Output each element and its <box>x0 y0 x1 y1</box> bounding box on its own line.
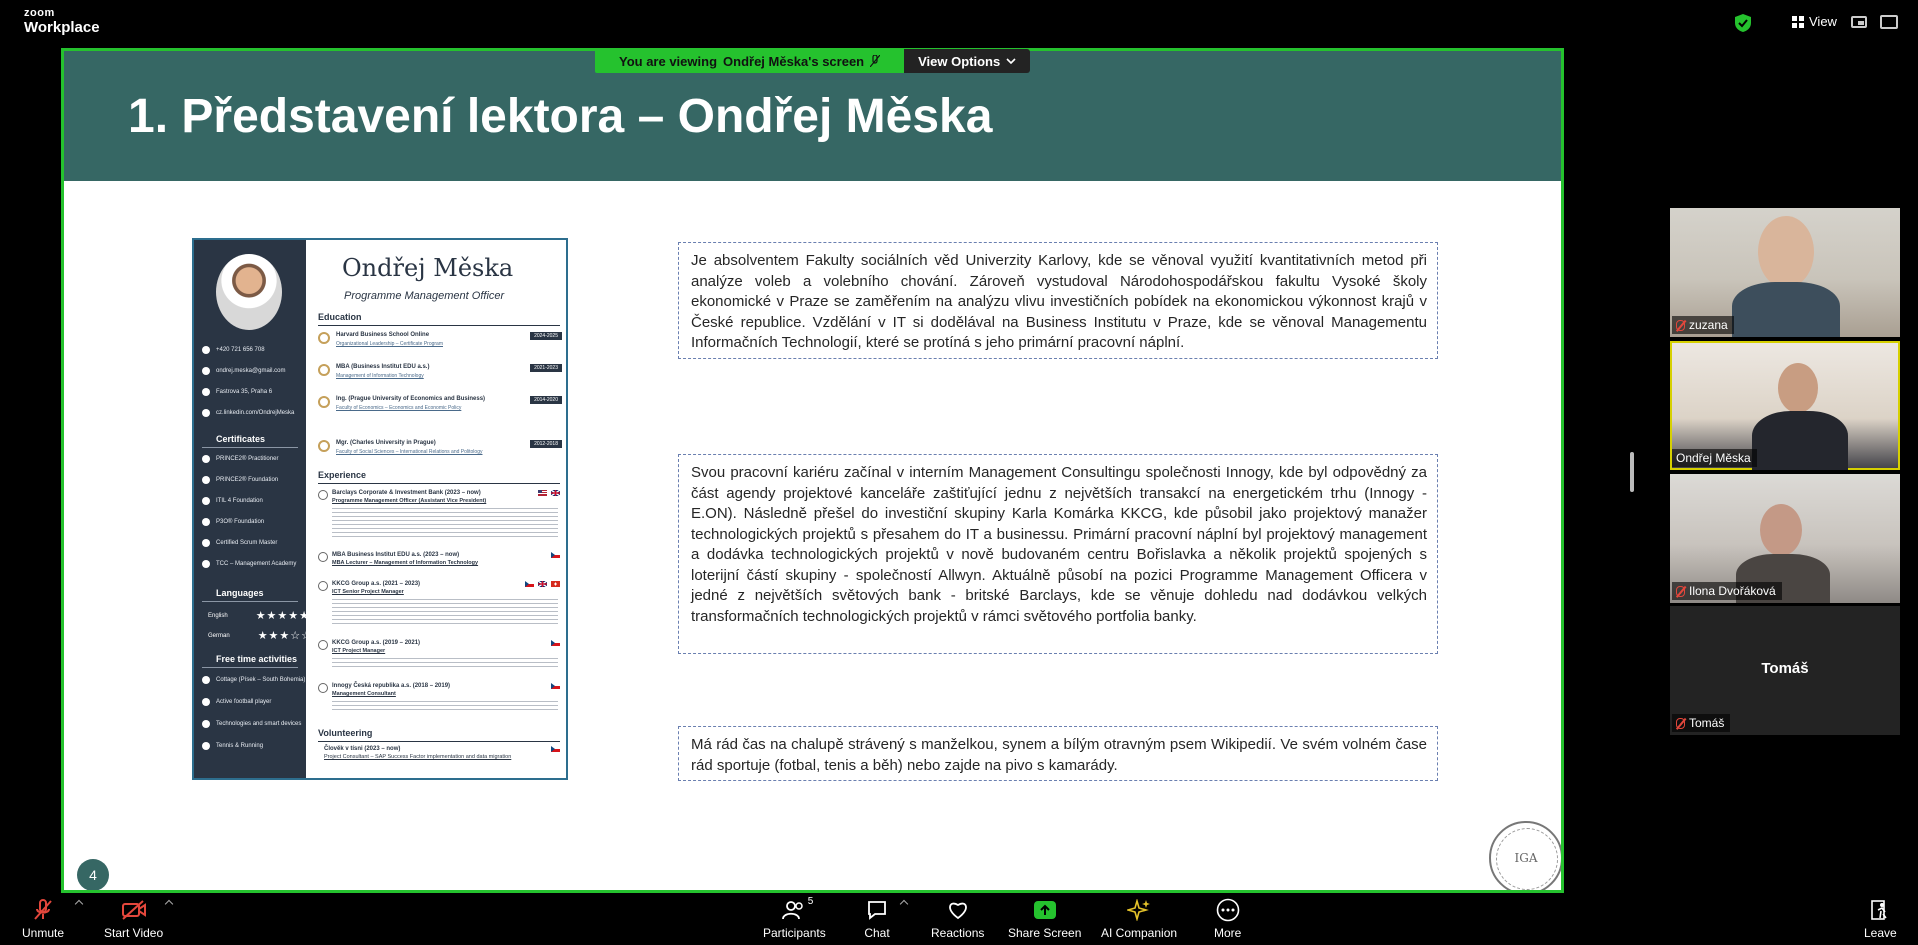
cv-volunteering-heading: Volunteering <box>318 728 373 738</box>
cv-language <box>208 629 312 642</box>
rating-stars-icon: ★★★★★ <box>255 610 310 622</box>
viewing-indicator <box>595 49 904 73</box>
cv-contact <box>202 346 265 354</box>
ch-flag-icon <box>551 581 560 587</box>
share-screen-button[interactable] <box>1008 899 1081 940</box>
cz-flag-icon <box>551 746 560 752</box>
participants-icon <box>781 896 814 921</box>
cv-certificate <box>202 539 277 547</box>
check-icon <box>202 518 210 526</box>
start-video-label: Start Video <box>104 926 164 940</box>
cv-certificate-text: TCC – Management Academy <box>216 561 297 567</box>
cv-contact-text: cz.linkedin.com/OndrejMeska <box>216 410 295 416</box>
cv-hobby <box>202 720 301 728</box>
cv-certificate <box>202 560 296 568</box>
zoom-logo <box>24 8 100 35</box>
chevron-down-icon <box>1006 58 1016 64</box>
bio-education-text: Je absolventem Fakulty sociálních věd Univerzity Karlovy, kde se věnoval využití kvantitativních metod při analýze voleb a volebního chování. Zároveň vystudoval Národohospodářskou fakultu Vysoké školy ekonomické v Praze se zaměřením na analýzu vlivu investičních pobídek na ekonomickou výkonnost krajů v České republice. Vzdělání v IT si dodělával na Business Institutu v Praze, kde se věnoval Managementu Informačních Technologií, které se protíná s jeho primární pracovní náplní. <box>678 242 1438 359</box>
more-icon <box>1215 899 1241 921</box>
cv-edu-years: 2021-2023 <box>530 364 562 372</box>
encryption-shield-icon[interactable] <box>1735 14 1751 32</box>
participants-label: Participants <box>763 926 826 940</box>
mic-muted-icon <box>1676 320 1685 331</box>
cv-role: Programme Management Officer <box>344 290 505 302</box>
cv-certificate-text: PRINCE2® Foundation <box>216 477 279 483</box>
fullscreen-icon[interactable] <box>1880 15 1898 29</box>
cv-education-heading: Education <box>318 312 362 322</box>
cv-certificate-text: ITIL 4 Foundation <box>216 498 263 504</box>
cv-contact-text: +420 721 656 708 <box>216 347 265 353</box>
participant-video <box>1758 216 1814 288</box>
cv-contact-text: ondrej.meska@gmail.com <box>216 368 286 374</box>
top-bar <box>0 0 1918 48</box>
cv-exp-company: MBA Business Institut EDU a.s. (2023 – now) <box>332 552 460 558</box>
sharing-banner <box>595 49 1030 73</box>
participant-name: Tomáš <box>1689 716 1725 730</box>
divider <box>318 483 560 484</box>
chat-options-caret-icon[interactable] <box>900 900 908 908</box>
bio-personal-text: Má rád čas na chalupě strávený s manželkou, synem a bílým otravným psem Wikipedií. Ve svém volném čase rád sportuje (fotbal, tenis a běh) nebo zajde na pivo s kamarády. <box>678 726 1438 781</box>
cv-certificate <box>202 476 278 484</box>
start-video-button[interactable] <box>104 899 163 940</box>
reactions-button[interactable] <box>931 899 984 940</box>
cv-hobby-text: Tennis & Running <box>216 743 264 749</box>
cv-edu-school: Ing. (Prague University of Economics and Business) <box>336 396 486 402</box>
participant-video <box>1760 504 1802 556</box>
cv-exp-position: Programme Management Officer (Assistant Vice President) <box>332 498 487 504</box>
avatar <box>216 254 282 330</box>
cv-edu-detail: Faculty of Economics – Economics and Economic Policy <box>336 405 462 411</box>
linkedin-icon <box>202 409 210 417</box>
cv-sidebar <box>194 240 312 778</box>
devices-icon <box>202 720 210 728</box>
cv-certificate <box>202 518 264 526</box>
cv-edu-school: MBA (Business Institut EDU a.s.) <box>336 364 430 370</box>
cv-language-name: English <box>208 612 228 619</box>
participants-count: 5 <box>807 896 814 907</box>
ai-companion-button[interactable] <box>1101 899 1177 940</box>
education-icon <box>318 396 330 408</box>
participant-name: Ondřej Měska <box>1676 451 1751 465</box>
view-options-button[interactable] <box>904 49 1030 73</box>
cv-experience-heading: Experience <box>318 470 367 480</box>
participants-button[interactable] <box>763 896 826 940</box>
us-flag-icon <box>538 490 547 496</box>
slide-title: 1. Představení lektora – Ondřej Měska <box>128 90 993 143</box>
participant-name: zuzana <box>1689 318 1728 332</box>
cv-edu-school: Mgr. (Charles University in Prague) <box>336 440 436 446</box>
participant-video <box>1778 363 1818 413</box>
check-icon <box>202 476 210 484</box>
divider <box>318 325 560 326</box>
cv-vol-org: Člověk v tísni (2023 – now) <box>324 746 401 752</box>
participant-name: Ilona Dvořáková <box>1689 584 1776 598</box>
cv-main <box>312 240 566 778</box>
cv-exp-description <box>332 699 558 711</box>
presenter-name: Ondřej Měska's screen <box>723 53 865 69</box>
mail-icon <box>202 367 210 375</box>
cv-contact-text: Fastrova 35, Praha 6 <box>216 389 273 395</box>
video-tile[interactable] <box>1670 208 1900 337</box>
cv-certificate <box>202 455 278 463</box>
divider <box>202 667 298 668</box>
unmute-button[interactable] <box>22 899 64 940</box>
meeting-toolbar <box>0 893 1918 945</box>
grid-icon <box>1792 16 1804 28</box>
video-tile[interactable] <box>1670 606 1900 735</box>
job-icon <box>318 552 328 562</box>
cv-contact <box>202 388 272 396</box>
cv-free-time-heading: Free time activities <box>216 654 298 664</box>
chat-button[interactable] <box>864 899 890 940</box>
cv-exp-description <box>332 506 558 540</box>
cz-flag-icon <box>551 552 560 558</box>
participant-name-tag <box>1672 582 1782 600</box>
slide-page-number: 4 <box>77 859 109 891</box>
chat-label: Chat <box>864 926 890 940</box>
cv-language-name: German <box>208 632 230 639</box>
cv-hobby <box>202 698 271 706</box>
participant-display-name: Tomáš <box>1761 660 1809 677</box>
cv-name: Ondřej Měska <box>342 254 514 282</box>
video-options-caret-icon[interactable] <box>165 900 173 908</box>
job-icon <box>318 640 328 650</box>
cv-hobby <box>202 676 305 684</box>
cv-edu-years: 2012-2018 <box>530 440 562 448</box>
phone-icon <box>202 346 210 354</box>
tennis-icon <box>202 742 210 750</box>
divider <box>318 741 560 742</box>
education-icon <box>318 332 330 344</box>
cv-languages-heading: Languages <box>216 588 264 598</box>
cv-exp-position: MBA Lecturer – Management of Information Technology <box>332 560 479 566</box>
view-label: View <box>1809 14 1837 29</box>
football-icon <box>202 698 210 706</box>
video-tile-active-speaker[interactable] <box>1670 341 1900 470</box>
cv-edu-detail: Management of Information Technology <box>336 373 424 379</box>
cv-exp-description <box>332 656 558 668</box>
cv-image <box>192 238 568 780</box>
share-screen-label: Share Screen <box>1008 926 1082 940</box>
video-off-icon <box>121 899 147 921</box>
cv-contact <box>202 367 285 375</box>
cv-exp-company: KKCG Group a.s. (2021 – 2023) <box>332 581 421 587</box>
chat-icon <box>864 899 890 921</box>
unmute-label: Unmute <box>22 926 65 940</box>
participant-name-tag <box>1672 316 1734 334</box>
check-icon <box>202 539 210 547</box>
leave-icon <box>1867 899 1893 921</box>
more-label: More <box>1214 926 1242 940</box>
view-button[interactable] <box>1792 14 1837 29</box>
audio-options-caret-icon[interactable] <box>75 900 83 908</box>
cv-hobby <box>202 742 263 750</box>
divider <box>202 601 298 602</box>
cv-hobby-text: Active football player <box>216 699 272 705</box>
cv-hobby-text: Technologies and smart devices <box>216 721 302 727</box>
share-screen-icon <box>1032 899 1058 921</box>
sparkle-icon <box>1126 899 1152 921</box>
mic-muted-icon <box>1676 718 1685 729</box>
participant-name-tag <box>1672 714 1730 732</box>
cv-exp-company: Innogy Česká republika a.s. (2018 – 2019) <box>332 683 451 689</box>
bio-career-text: Svou pracovní kariéru začínal v interním Management Consultingu společnosti Innogy, kde byl odpovědný za část agendy projektové kanceláře zaštiťující jednu z největších transakcí na energetickém trhu (Innogy - E.ON). Následně přešel do investiční skupiny Karla Komárka KKCG, kde působil jako projektový manažer technologických projektů s přesahem do IT a businessu. Primární pracovní náplní byl projektový management a dodávka technologických projektů v nově budovaném centru Bořislavka a několik projektů spojených s loterijní částí skupiny - společností Allwyn. Aktuálně působí na pozici Programme Management Officera v jedné z největších světových bank - britské Barclays, kde se věnuje dohledu nad dodávkou velkých transformačních technologických projektů v rámci světového portfolia banky. <box>678 454 1438 654</box>
cv-certificate-text: PRINCE2® Practitioner <box>216 456 279 462</box>
cv-edu-detail: Faculty of Social Sciences – International Relations and Politology <box>336 449 483 455</box>
cv-contact <box>202 409 294 417</box>
mic-muted-icon <box>30 899 56 921</box>
more-button[interactable] <box>1214 899 1241 940</box>
location-icon <box>202 388 210 396</box>
participant-video-body <box>1732 282 1840 337</box>
mic-muted-icon <box>870 55 880 67</box>
cv-certificates-heading: Certificates <box>216 434 266 444</box>
cv-edu-years: 2014-2020 <box>530 396 562 404</box>
heart-icon <box>945 899 971 921</box>
check-icon <box>202 560 210 568</box>
cv-edu-detail: Organizational Leadership – Certificate Program <box>336 341 443 347</box>
cv-vol-position: Project Consultant – SAP Success Factor implementation and data migration <box>324 754 512 760</box>
divider <box>202 447 298 448</box>
leave-button[interactable] <box>1864 899 1897 940</box>
cv-exp-position: ICT Senior Project Manager <box>332 589 404 595</box>
cottage-icon <box>202 676 210 684</box>
leave-label: Leave <box>1864 926 1897 940</box>
rating-stars-icon: ★★★☆☆ <box>257 630 312 642</box>
uk-flag-icon <box>551 490 560 496</box>
cz-flag-icon <box>525 581 534 587</box>
cv-exp-position: ICT Project Manager <box>332 648 386 654</box>
view-options-label: View Options <box>918 53 1001 69</box>
brand-small: zoom <box>24 7 55 19</box>
education-icon <box>318 364 330 376</box>
cz-flag-icon <box>551 683 560 689</box>
picture-in-picture-icon[interactable] <box>1851 16 1867 28</box>
cv-exp-description <box>332 597 558 625</box>
cv-edu-school: Harvard Business School Online <box>336 332 430 338</box>
cv-certificate <box>202 497 263 505</box>
job-icon <box>318 490 328 500</box>
cv-exp-position: Management Consultant <box>332 691 396 697</box>
cz-flag-icon <box>551 640 560 646</box>
viewing-text: You are viewing <box>619 53 718 69</box>
video-tile[interactable] <box>1670 474 1900 603</box>
check-icon <box>202 497 210 505</box>
reactions-label: Reactions <box>931 926 985 940</box>
participant-video-body <box>1752 411 1848 470</box>
cv-edu-years: 2024-2025 <box>530 332 562 340</box>
mic-muted-icon <box>1676 586 1685 597</box>
shared-screen <box>61 48 1564 893</box>
brand-main: Workplace <box>24 19 100 36</box>
panel-splitter-handle[interactable] <box>1630 452 1634 492</box>
job-icon <box>318 581 328 591</box>
uk-flag-icon <box>538 581 547 587</box>
cv-hobby-text: Cottage (Písek – South Bohemia) <box>216 677 306 683</box>
cv-certificate-text: P3O® Foundation <box>216 519 265 525</box>
check-icon <box>202 455 210 463</box>
education-icon <box>318 440 330 452</box>
cv-language <box>208 609 310 622</box>
cv-exp-company: KKCG Group a.s. (2019 – 2021) <box>332 640 421 646</box>
ai-companion-label: AI Companion <box>1101 926 1178 940</box>
iga-seal-logo: IGA <box>1489 821 1563 893</box>
cv-exp-company: Barclays Corporate & Investment Bank (2023 – now) <box>332 490 481 496</box>
job-icon <box>318 683 328 693</box>
cv-certificate-text: Certified Scrum Master <box>216 540 278 546</box>
participant-name-tag <box>1672 449 1757 467</box>
